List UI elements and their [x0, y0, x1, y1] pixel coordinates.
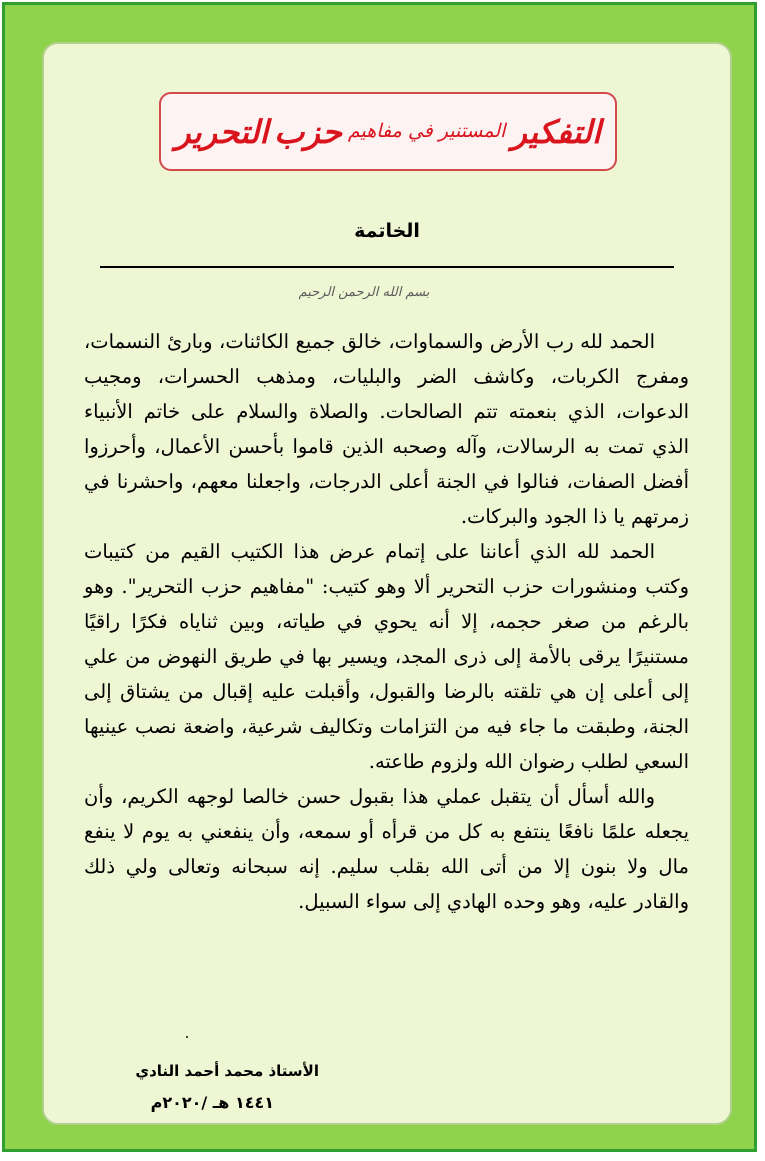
- author-name: الأستاذ محمد أحمد النادي: [135, 1062, 319, 1080]
- paragraph-1: الحمد لله رب الأرض والسماوات، خالق جميع الكائنات، وبارئ النسمات، ومفرج الكربات، وكاشف الضر والبليات، ومذهب الحسرات، ومجيب الدعوات، الذي بنعمته تتم الصالحات. والصلاة والسلام على خاتم الأنبياء الذي تمت به الرسالات، وآله وصحبه الذين قاموا بأحسن الأعمال، وأحرزوا أفضل الصفات، فنالوا في الجنة أعلى الدرجات، واجعلنا معهم، واحشرنا في زمرتهم يا ذا الجود والبركات.: [84, 330, 689, 528]
- heading-divider: [100, 266, 674, 268]
- conclusion-body: [84, 324, 689, 919]
- logo-word-6: التحرير: [175, 112, 269, 151]
- logo-word-1: التفكير: [511, 112, 601, 151]
- outer-green-frame: [2, 2, 757, 1152]
- logo-word-4: مفاهيم: [347, 120, 402, 142]
- section-heading: الخاتمة: [354, 220, 420, 242]
- page-card: [42, 42, 732, 1125]
- basmala-calligraphy: بسم الله الرحمن الرحيم: [298, 285, 430, 300]
- logo-word-2: المستنير: [438, 120, 506, 142]
- signature-date: ١٤٤١ هـ /٢٠٢٠م: [150, 1093, 274, 1112]
- book-title-logo: [159, 92, 617, 171]
- paragraph-3: والله أسأل أن يتقبل عملي هذا بقبول حسن خالصا لوجهه الكريم، وأن يجعله علمًا نافعًا ينتفع به كل من قرأه أو سمعه، وأن ينفعني به يوم لا ينفع مال ولا بنون إلا من أتى الله بقلب سليم. إنه سبحانه وتعالى ولي ذلك والقادر عليه، وهو وحده الهادي إلى سواء السبيل.: [84, 785, 689, 913]
- stray-dot: [186, 1036, 188, 1038]
- logo-word-5: حزب: [274, 112, 342, 151]
- paragraph-2: الحمد لله الذي أعاننا على إتمام عرض هذا الكتيب القيم من كتيبات وكتب ومنشورات حزب التحرير ألا وهو كتيب: "مفاهيم حزب التحرير". وهو بالرغم من صغر حجمه، إلا أنه يحوي في طياته، وبين ثناياه فكرًا راقيًا مستنيرًا يرقى بالأمة إلى ذرى المجد، ويسير بها في طريق النهوض من علي إلى أعلى إن هي تلقته بالرضا والقبول، وأقبلت عليه إقبال من يشتاق إلى الجنة، وطبقت ما جاء فيه من التزامات وتكاليف شرعية، واضعة نصب عينيها السعي لطلب رضوان الله ولزوم طاعته.: [84, 540, 689, 773]
- logo-word-3: في: [407, 120, 433, 142]
